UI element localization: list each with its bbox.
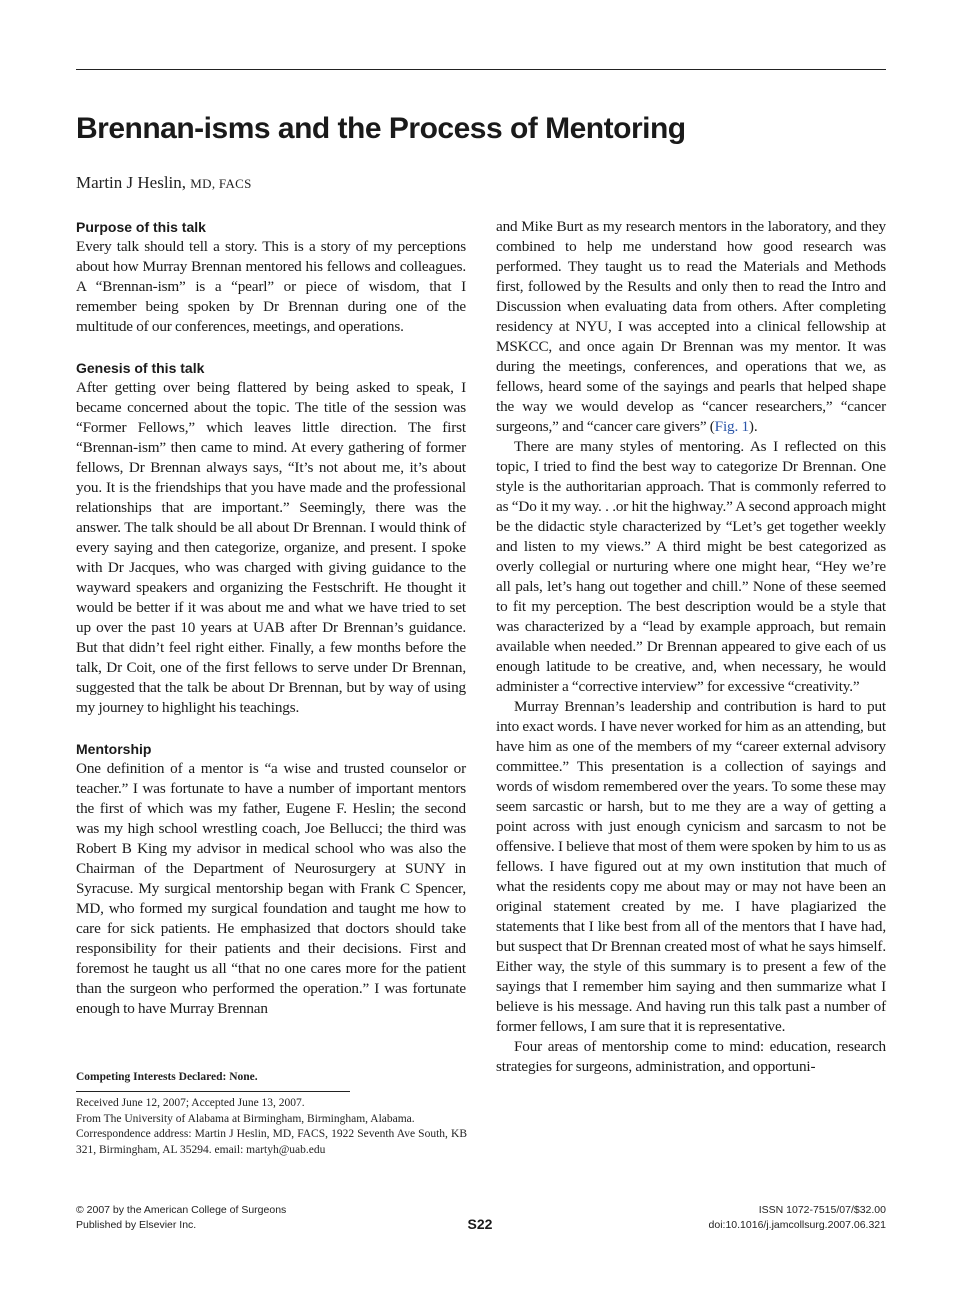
publisher: Published by Elsevier Inc. [76,1219,197,1231]
footnote-rule [76,1091,350,1092]
section-heading-mentorship: Mentorship [76,741,152,757]
author-name: Martin J Heslin, [76,173,191,192]
genesis-paragraph: After getting over being flattered by being asked to speak, I became concerned about the topic. The title of the session was “Former Fellows,” which leaves little direction. The first “Brennan-ism” then came to mind. At every gathering of former fellows, Dr Brennan always says, “It’s not about me, it’s about you. It is the friendships that you have made and the professional relationships that are important.” Seemingly, there was the answer. The talk should be all about Dr Brennan. I would think of every saying and then categorize, organize, and present. I spoke with Dr Jacques, who was charged with giving guidance to the wayward speakers and organizing the Festschrift. He thought it would be better if it was about me and what we have tried to set up over the past 10 years at UAB after Dr Brennan’s guidance. But that didn’t feel right either. Finally, a few months before the talk, Dr Coit, one of the first fellows to serve under Dr Brennan, suggested that the talk be about Dr Brennan, but by way of using my journey to highlight his teachings. [76,379,466,716]
affiliation-note: From The University of Alabama at Birmingham, Birmingham, Alabama. [76,1112,415,1125]
page-number: S22 [467,1216,493,1232]
figure-1-link[interactable]: Fig. 1 [714,418,749,435]
right-column [496,217,886,1077]
styles-paragraph: There are many styles of mentoring. As I reflected on this topic, I tried to find the best way to categorize Dr Brennan. One style is the authoritarian approach. That is commonly referred to as “Do it my way. . .or hit the highway.” A second approach might be the didactic style characterized by “Let’s get together weekly and listen to my views.” A third might be best categorized as overly collegial or nurturing where one might hear, “Hey we’re all pals, let’s hang out together and chill.” None of these seemed to fit my perception. The best description would be a style that was characterized by a “lead by example approach, but remain available when needed.” Dr Brennan appeared to give each of us enough latitude to be creative, and, when necessary, he would administer a “corrective interview” for excessive “creativity.” [496,438,886,695]
article-title: Brennan-isms and the Process of Mentoring [76,112,686,145]
section-heading-genesis: Genesis of this talk [76,360,205,376]
mentorship-paragraph: One definition of a mentor is “a wise and trusted counselor or teacher.” I was fortunate to have a number of important mentors the first of which was my father, Eugene F. Heslin; the second was my high school wrestling coach, Joe Bellucci; the third was Robert B King my advisor in medical school who was also the Chairman of the Department of Neurosurgery at SUNY in Syracuse. My surgical mentorship began with Frank C Spencer, MD, who formed my surgical foundation and taught me how to care for sick patients. He emphasized that doctors should take responsibility for their patients and their decisions. First and foremost he taught us all “that no one cares more for the patient than the surgeon who performed the operation.” I was fortunate enough to have Murray Brennan [76,760,466,1017]
copyright: © 2007 by the American College of Surgeons [76,1204,287,1216]
correspondence-note: Correspondence address: Martin J Heslin, MD, FACS, 1922 Seventh Ave South, KB 321, Birmingham, AL 35294. email: martyh@uab.edu [76,1128,467,1156]
purpose-paragraph: Every talk should tell a story. This is a story of my perceptions about how Murray Brennan mentored his fellows and colleagues. A “Brennan-ism” is a “pearl” or piece of wisdom, that I remember being spoken by Dr Brennan during one of the multitude of our conferences, meetings, and operations. [76,238,466,335]
four-areas-paragraph: Four areas of mentorship come to mind: education, research strategies for surgeons, administration, and opportuni- [496,1038,886,1075]
author-degrees: MD, FACS [190,176,252,191]
header-rule [76,69,886,70]
paragraph-text-end: ). [748,418,758,435]
left-column [76,217,466,1019]
author-line [76,173,252,193]
article-notes [76,1096,467,1158]
competing-interests: Competing Interests Declared: None. [76,1071,258,1083]
doi: doi:10.1016/j.jamcollsurg.2007.06.321 [708,1219,886,1231]
paragraph-text: and Mike Burt as my research mentors in the laboratory, and they combined to help me understand how good research was performed. They taught us to read the Materials and Methods first, followed by the Results and only then to read the Intro and Discussion when evaluating data from others. After completing residency at NYU, I was accepted into a clinical fellowship at MSKCC, and once again Dr Brennan was my mentor. It was during the meetings, conferences, and operations that we, as fellows, heard some of the sayings and pearls that helped shape the way we would develop as “cancer researchers,” “cancer surgeons,” and “cancer care givers” ( [496,218,886,435]
research-mentors-paragraph [496,217,886,437]
issn: ISSN 1072-7515/07/$32.00 [758,1204,886,1216]
footer-right [709,1203,886,1233]
leadership-paragraph: Murray Brennan’s leadership and contribution is hard to put into exact words. I have never worked for him as an attending, but have him as one of the members of my “career external advisory committee.” This presentation is a collection of sayings and words of wisdom remembered over the years. To some these may seem sarcastic or harsh, but to me they are a way of getting a point across with just enough cynicism and sarcasm to not be offensive. I believe that most of them were spoken by him to us as fellows. I have figured out at my own institution that much of what the residents copy me about may or may not have been an original statement created by me. I have plagiarized the statements that I like best from all of the mentors that I have had, but suspect that Dr Brennan created most of what he says himself. Either way, the style of this summary is to present a few of the sayings that I remember him saying and then summarize what I believe is his message. And having run this talk past a number of former fellows, I am sure that it is representative. [496,698,886,1035]
section-heading-purpose: Purpose of this talk [76,219,206,235]
received-note: Received June 12, 2007; Accepted June 13, 2007. [76,1097,305,1109]
